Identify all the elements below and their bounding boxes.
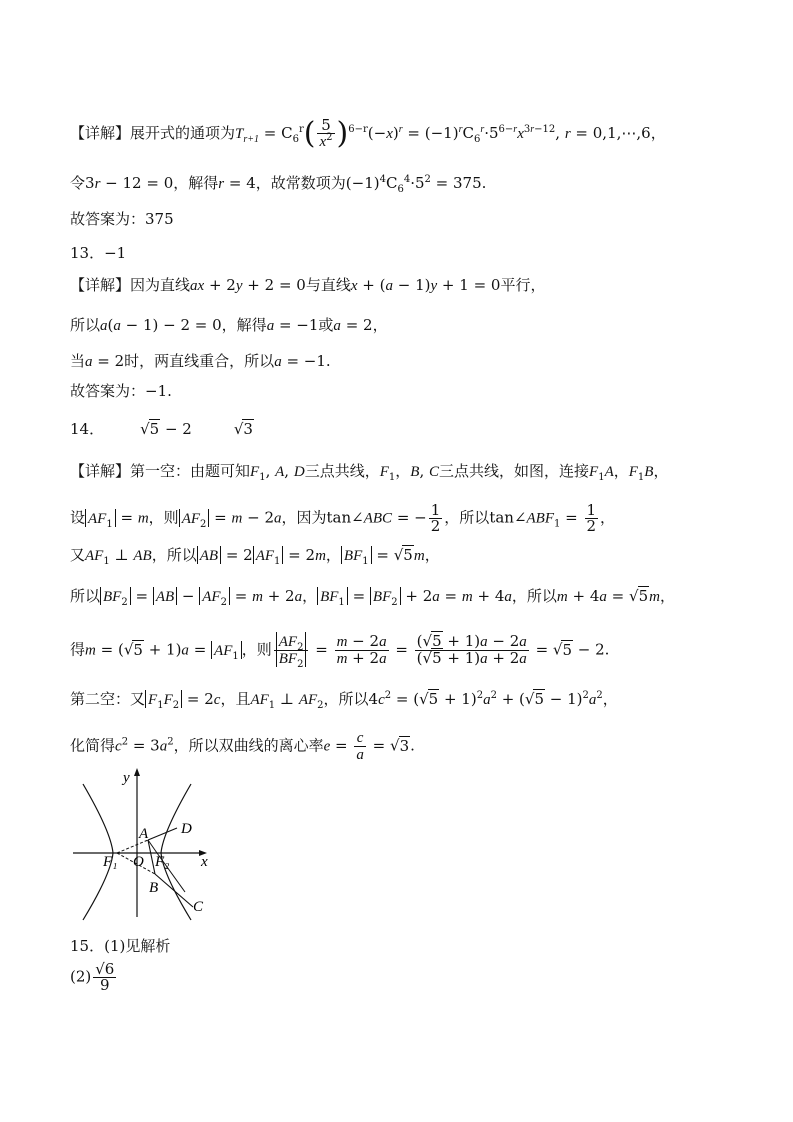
q14-line-2: 设 $AF_1 = m$，则 $AF_2 = m - 2a$，因为tan∠ABC = − $\frac{1}{2}$ ，所以$\tan\angle ABF_1$ = $\frac{1}{2}$ ， [70,501,616,535]
q12-answer: 故答案为：375 [70,210,174,228]
hyperbola-diagram [65,762,225,922]
q13-header: 13．−1 [70,244,127,262]
hyperbola-right-branch [161,784,191,920]
q15-line-1: 15．(1)见解析 [70,937,171,955]
q12-line-2: 令3r − 12 = 0，解得r = 4，故常数项为$(-1)^4C_6^4\cdot 5^2 = 375$. [70,174,487,195]
q14-line-6: 第二空：又 $F_1F_2 = 2c$，且$AF_1$ ⊥ $AF_2$，所以$4c^2 = (√5 + 1)^2a^2 + (√5 - 1)^2a^2$， [70,690,618,711]
q14-line-4: 所以 $BF_2$ = AB − $AF_2 = m + 2a$， $BF_1 = BF_2 + 2a = m + 4a$，所以m + 4a = √5m， [70,587,675,608]
label-f1: F₁ [103,854,118,870]
label-a: A [139,826,149,842]
line-b-c [155,874,193,907]
y-axis-arrow [134,768,140,776]
q14-header: 14． √5 − 2 √3 [70,420,253,438]
line-a-d [148,828,177,840]
q12-line-1: 【详解】展开式的通项为$T_{r+1} = C_6^r$( $\frac{5}{x^2}$ )$^{6-r}(-x)^r = (-1)^rC_6^r\cdot 5^{6-r}x^{3r-12}$, r = 0,1,⋯,6， [70,116,666,151]
q15-line-2: (2) $\frac{√6}{9}$ [70,960,115,994]
hyperbola-figure [65,762,225,926]
label-o: O [133,854,144,870]
q12-text-1: 展开式的通项为 [130,124,236,142]
label-c: C [193,899,204,915]
q14-line-3: 又$AF_1$ ⊥ AB，所以 AB = 2 $AF_1 = 2m$， $BF_1 = √5m$， [70,546,440,567]
q13-line-3: 当a = 2时，两直线重合，所以a = −1. [70,352,331,370]
q13-line-2: 所以a(a − 1) − 2 = 0，解得a = −1或a = 2， [70,316,388,334]
label-b: B [149,880,159,896]
q13-line-1: 【详解】因为直线ax + 2y + 2 = 0与直线x + (a − 1)y + 1 = 0平行， [70,276,546,294]
label-f2: F₂ [155,854,170,870]
q14-line-1: 【详解】第一空：由题可知$F_1$, A, D三点共线，$F_1$，B, C三点共线，如图，连接$F_1A$，$F_1B$， [70,462,669,483]
q14-line-7: 化简得$c^2 = 3a^2$，所以双曲线的离心率e = $\frac{c}{a}$ = √3. [70,730,415,763]
hyperbola-left-branch [83,784,113,920]
label-d: D [181,821,192,837]
q13-answer: 故答案为：−1. [70,382,172,400]
detail-tag: 【详解】 [70,124,131,142]
label-y: y [123,770,130,786]
label-x: x [201,854,208,870]
q14-line-5: 得$m = (√5 + 1)a = AF_1$ ，则 $\frac{AF_2}{BF_2}$ = $\frac{m - 2a}{m + 2a}$ = $\frac{(√5 + 1)a - 2a}{(√5 + 1)a + 2a}$ = √5 − 2. [70,632,610,670]
